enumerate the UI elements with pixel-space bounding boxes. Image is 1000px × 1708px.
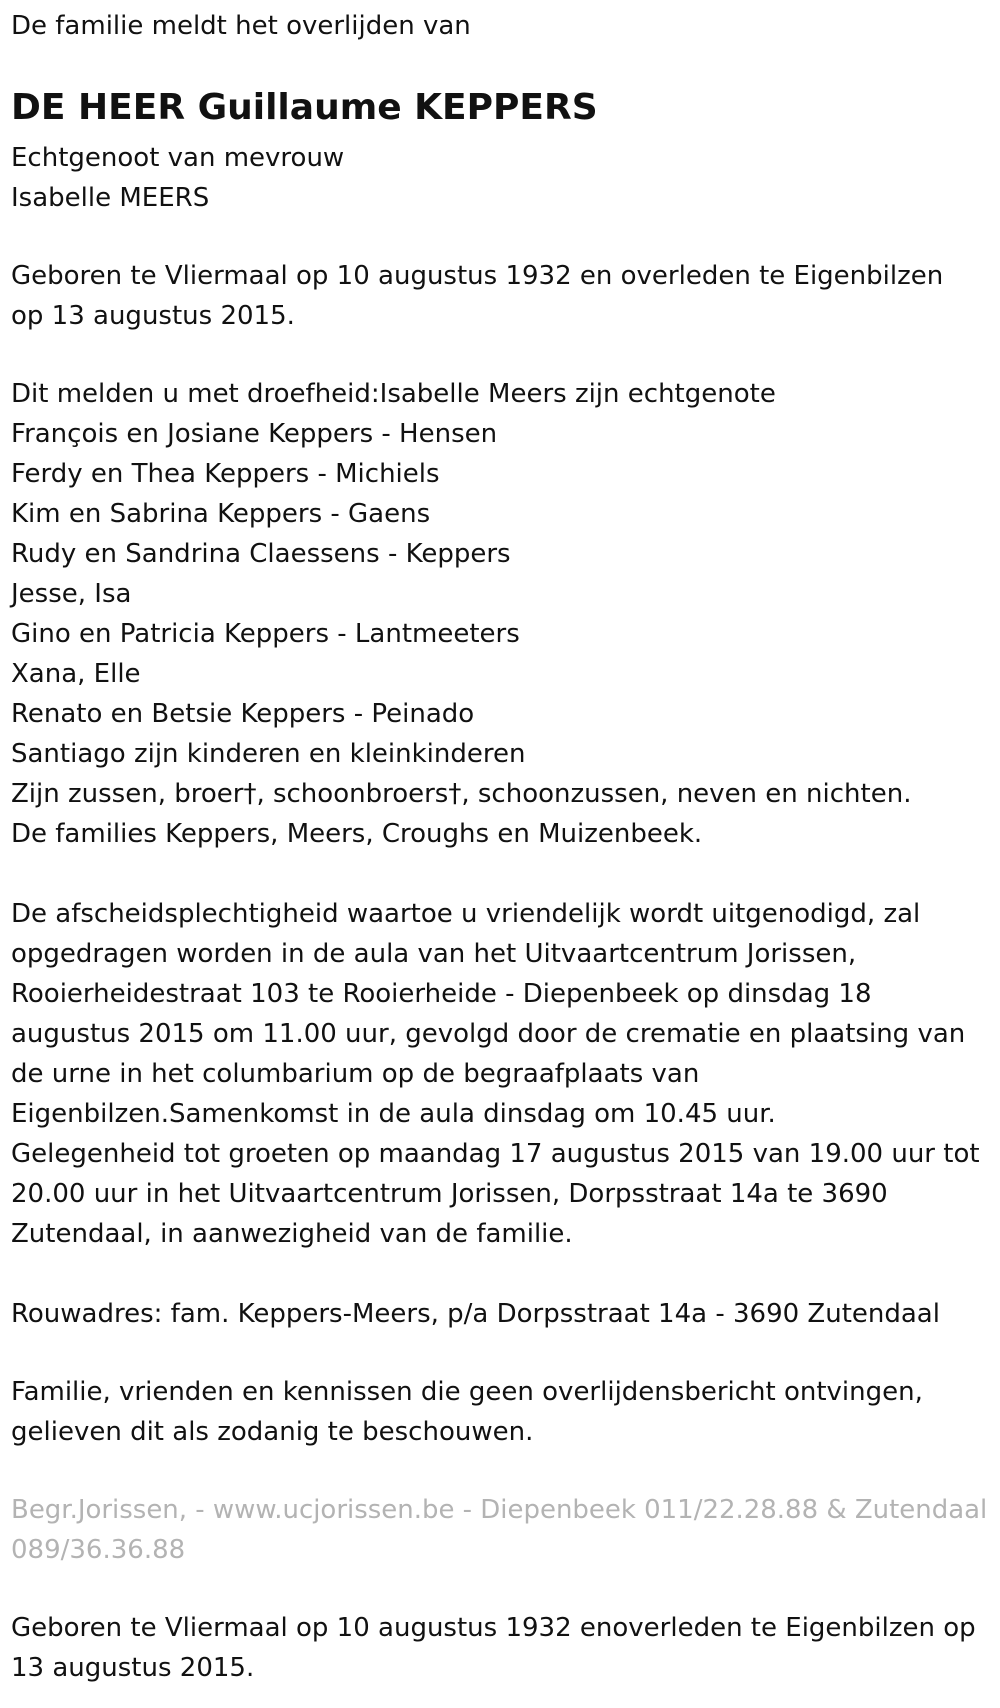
ceremony-line: augustus 2015 om 11.00 uur, gevolgd door de crematie en plaatsing van (11, 1019, 966, 1049)
notice-note-line: Familie, vrienden en kennissen die geen overlijdensbericht ontvingen, (11, 1377, 923, 1407)
ceremony-line: Eigenbilzen.Samenkomst in de aula dinsdag om 10.45 uur. (11, 1099, 776, 1129)
family-line: Ferdy en Thea Keppers - Michiels (11, 459, 440, 489)
family-line: De families Keppers, Meers, Croughs en Muizenbeek. (11, 819, 703, 849)
ceremony-line: Rooierheidestraat 103 te Rooierheide - Diepenbeek op dinsdag 18 (11, 979, 872, 1009)
undertaker-line: Begr.Jorissen, - www.ucjorissen.be - Diepenbeek 011/22.28.88 & Zutendaal (11, 1495, 988, 1525)
birth-death-repeat-line: Geboren te Vliermaal op 10 augustus 1932 enoverleden te Eigenbilzen op (11, 1613, 976, 1643)
family-list (11, 374, 911, 854)
family-line: Xana, Elle (11, 659, 141, 689)
birth-death-line: op 13 augustus 2015. (11, 301, 295, 331)
spouse-line: Echtgenoot van mevrouw (11, 143, 345, 173)
ceremony-line: 20.00 uur in het Uitvaartcentrum Jorissen, Dorpsstraat 14a te 3690 (11, 1179, 888, 1209)
mourning-address: Rouwadres: fam. Keppers-Meers, p/a Dorpsstraat 14a - 3690 Zutendaal (11, 1299, 940, 1329)
family-line: Renato en Betsie Keppers - Peinado (11, 699, 475, 729)
intro-text: De familie meldt het overlijden van (11, 11, 471, 41)
spouse-line: Isabelle MEERS (11, 183, 210, 213)
family-line: Dit melden u met droefheid:Isabelle Meers zijn echtgenote (11, 379, 776, 409)
family-line: Gino en Patricia Keppers - Lantmeeters (11, 619, 520, 649)
undertaker-line: 089/36.36.88 (11, 1535, 186, 1565)
family-line: Rudy en Sandrina Claessens - Keppers (11, 539, 511, 569)
undertaker-block (11, 1490, 987, 1570)
family-line: François en Josiane Keppers - Hensen (11, 419, 498, 449)
family-line: Jesse, Isa (11, 579, 132, 609)
birth-death-line: Geboren te Vliermaal op 10 augustus 1932 en overleden te Eigenbilzen (11, 261, 944, 291)
notice-note-line: gelieven dit als zodanig te beschouwen. (11, 1417, 534, 1447)
spouse-block (11, 138, 344, 218)
notice-note-block (11, 1372, 923, 1452)
mourning-address-block (11, 1294, 940, 1334)
birth-death-block (11, 256, 943, 336)
ceremony-line: opgedragen worden in de aula van het Uitvaartcentrum Jorissen, (11, 939, 857, 969)
ceremony-line: De afscheidsplechtigheid waartoe u vriendelijk wordt uitgenodigd, zal (11, 899, 921, 929)
ceremony-line: Gelegenheid tot groeten op maandag 17 augustus 2015 van 19.00 uur tot (11, 1139, 980, 1169)
ceremony-block (11, 894, 980, 1254)
ceremony-line: Zutendaal, in aanwezigheid van de familie. (11, 1219, 573, 1249)
birth-death-repeat-block (11, 1608, 976, 1688)
family-line: Zijn zussen, broer†, schoonbroers†, schoonzussen, neven en nichten. (11, 779, 912, 809)
ceremony-line: de urne in het columbarium op de begraafplaats van (11, 1059, 700, 1089)
birth-death-repeat-line: 13 augustus 2015. (11, 1653, 255, 1683)
family-line: Santiago zijn kinderen en kleinkinderen (11, 739, 526, 769)
deceased-name-title: DE HEER Guillaume KEPPERS (11, 87, 598, 128)
family-line: Kim en Sabrina Keppers - Gaens (11, 499, 431, 529)
